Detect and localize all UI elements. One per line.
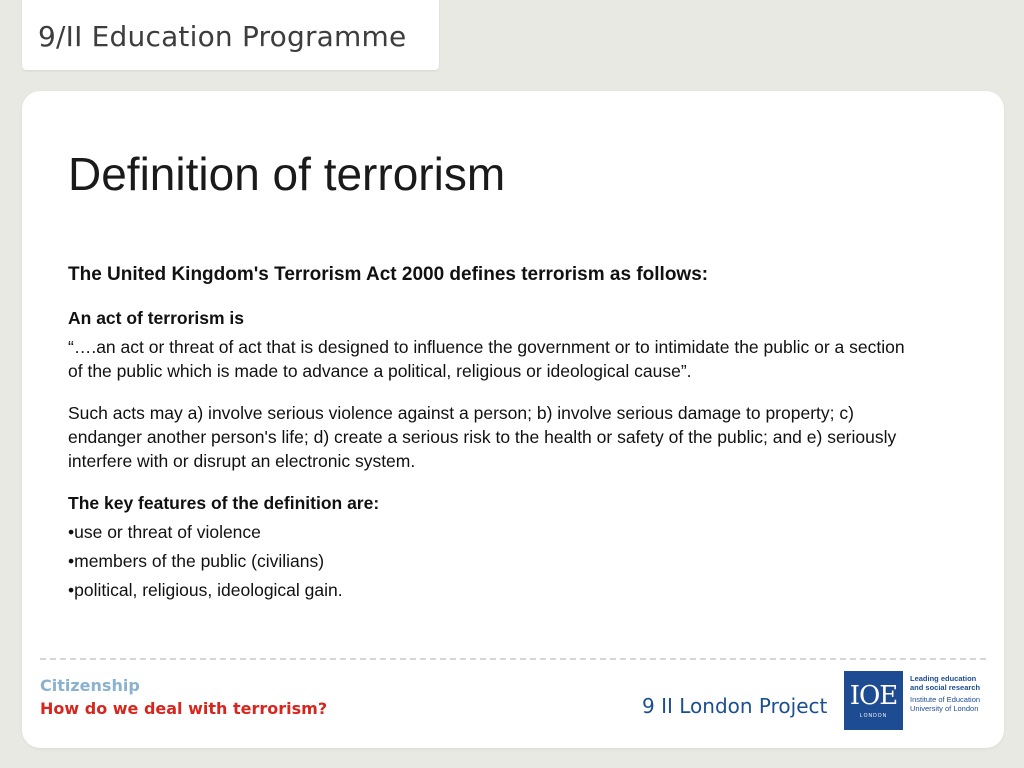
topic-label: How do we deal with terrorism? — [40, 699, 328, 718]
slide-card — [22, 91, 1004, 748]
slide-body — [68, 263, 923, 607]
list-item: •use or threat of violence — [68, 522, 261, 542]
ioe-tagline-line: Leading education — [910, 674, 977, 683]
programme-title: 9/II Education Programme — [38, 20, 407, 53]
ioe-logo — [844, 671, 903, 730]
ioe-logo-sub: LONDON — [859, 713, 888, 719]
ioe-tagline — [910, 674, 1000, 692]
footer-divider — [40, 658, 986, 660]
act-heading: An act of terrorism is — [68, 308, 245, 328]
list-item: •members of the public (civilians) — [68, 551, 325, 571]
intro-sentence: The United Kingdom's Terrorism Act 2000 defines terrorism as follows: — [68, 264, 709, 285]
ioe-institute-line: University of London — [910, 704, 979, 713]
project-label: 9 II London Project — [642, 694, 828, 718]
acts-paragraph: Such acts may a) involve serious violence against a person; b) involve serious damage to property; c) endanger another person's life; d) create a serious risk to the health or safety of the public; and e) seriously interfere with or disrupt an electronic system. — [68, 403, 897, 471]
programme-header-tab — [22, 0, 439, 70]
slide-title: Definition of terrorism — [68, 148, 506, 200]
citizenship-label: Citizenship — [40, 676, 140, 695]
ioe-logo-mark: IOE — [849, 681, 898, 711]
features-list — [68, 520, 923, 602]
ioe-text-block — [910, 674, 1000, 713]
features-heading: The key features of the definition are: — [68, 493, 380, 513]
list-item: •political, religious, ideological gain. — [68, 580, 343, 600]
ioe-tagline-line: and social research — [910, 683, 981, 692]
definition-quote: “….an act or threat of act that is designed to influence the government or to intimidate the public or a section of the public which is made to advance a political, religious or ideological cause”. — [68, 337, 905, 381]
ioe-institute-line: Institute of Education — [910, 695, 981, 704]
